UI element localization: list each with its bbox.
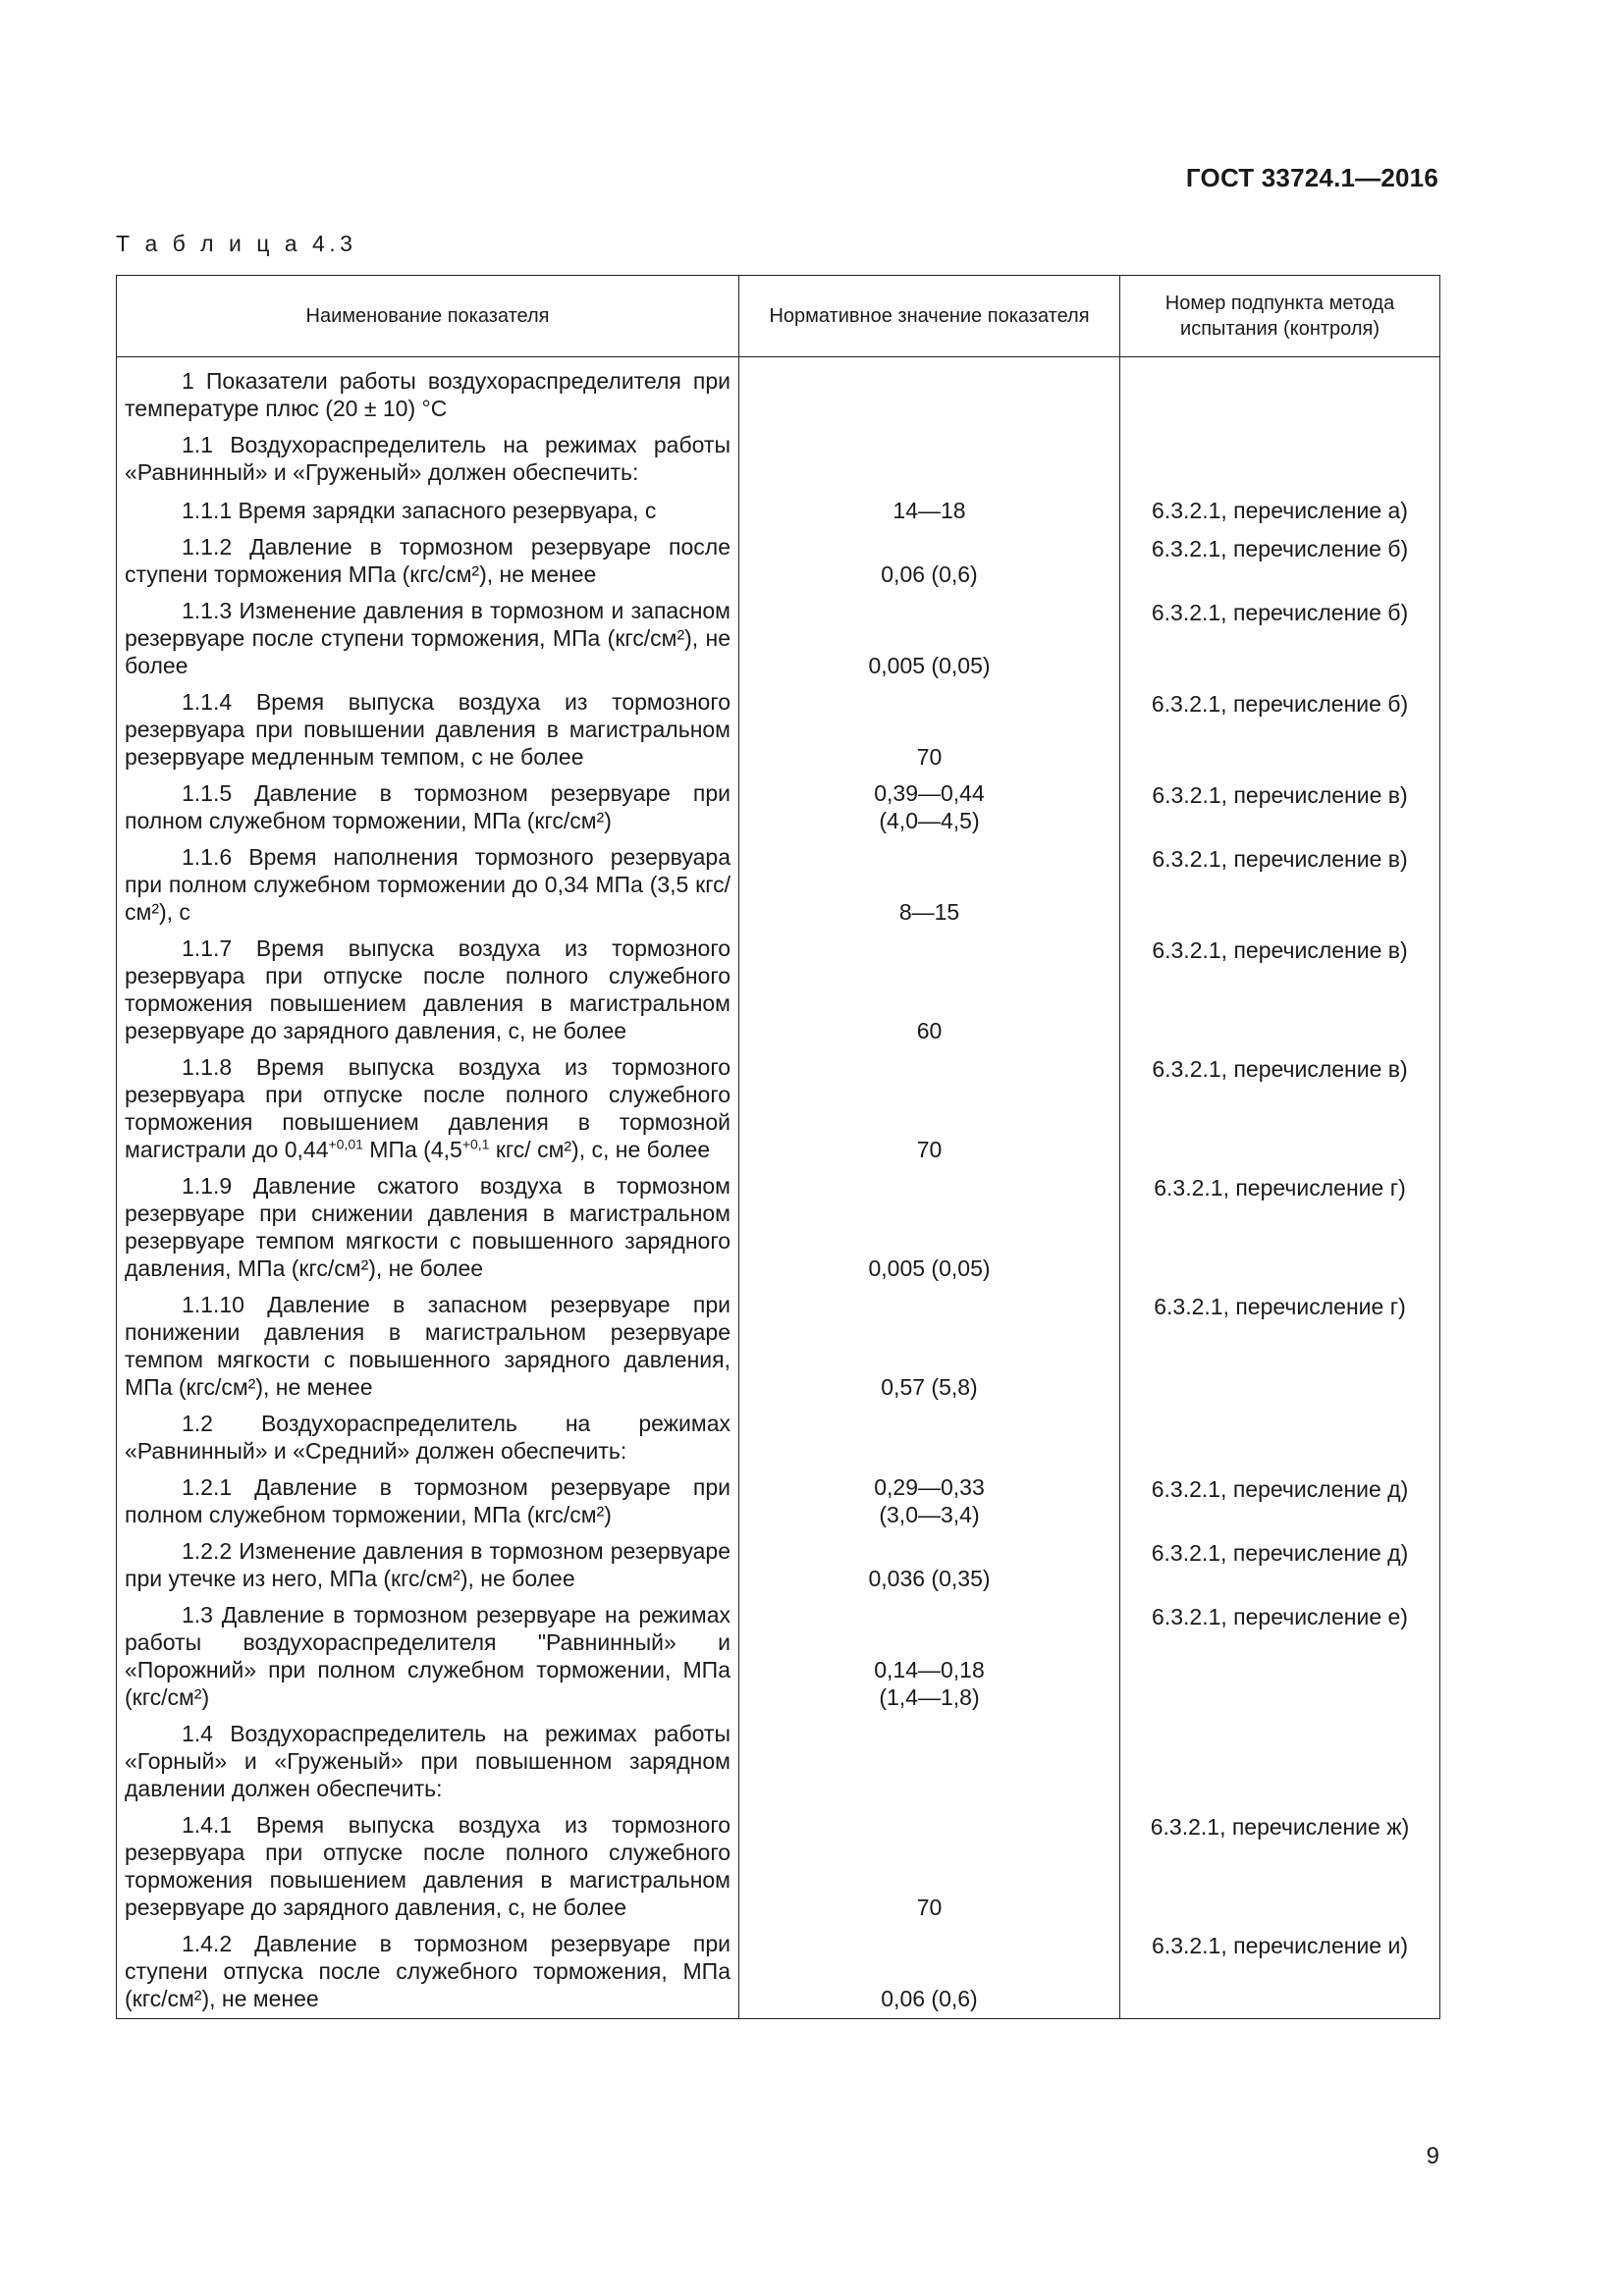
row-method: 6.3.2.1, перечисление а)	[1120, 489, 1440, 527]
row-value: 0,57 (5,8)	[739, 1285, 1120, 1404]
row-value	[739, 357, 1120, 426]
row-value	[739, 1595, 1120, 1714]
tolerance-superscript: +0,1	[461, 1136, 490, 1152]
table-caption: Т а б л и ц а 4.3	[116, 231, 357, 256]
value-line-1: 0,39—0,44	[874, 780, 985, 806]
row-name: 1.1.4 Время выпуска воздуха из тормозного резервуара при повышении давления в магистральном резервуаре медленным темпом, с не более	[117, 682, 739, 774]
row-value	[739, 1714, 1120, 1805]
table-row	[117, 1166, 1440, 1285]
row-method: 6.3.2.1, перечисление б)	[1120, 682, 1440, 774]
row-value: 14—18	[739, 489, 1120, 527]
specification-table	[116, 275, 1440, 2019]
row-value	[739, 774, 1120, 837]
row-value	[739, 1468, 1120, 1531]
table-row	[117, 425, 1440, 489]
row-name: 1.1.6 Время наполнения тормозного резервуара при полном служебном торможении до 0,34 МПа (3,5 кгс/см²), с	[117, 837, 739, 929]
row-name: 1.2.2 Изменение давления в тормозном резервуаре при утечке из него, МПа (кгс/см²), не более	[117, 1531, 739, 1595]
row-method: 6.3.2.1, перечисление б)	[1120, 527, 1440, 591]
row-name: 1.2.1 Давление в тормозном резервуаре при полном служебном торможении, МПа (кгс/см²)	[117, 1468, 739, 1531]
row-value: 60	[739, 929, 1120, 1047]
row-name: 1.4.1 Время выпуска воздуха из тормозного резервуара при отпуске после полного служебного торможения повышением давления в магистральном резервуаре до зарядного давления, с, не более	[117, 1805, 739, 1924]
table-row	[117, 1285, 1440, 1404]
table-row	[117, 682, 1440, 774]
row-name: 1.4 Воздухораспределитель на режимах работы «Горный» и «Груженый» при повышенном зарядном давлении должен обеспечить:	[117, 1714, 739, 1805]
table-header-row	[117, 276, 1440, 357]
row-method: 6.3.2.1, перечисление и)	[1120, 1924, 1440, 2019]
row-method: 6.3.2.1, перечисление д)	[1120, 1468, 1440, 1531]
table-row	[117, 1805, 1440, 1924]
row-value: 0,06 (0,6)	[739, 527, 1120, 591]
table-row	[117, 1468, 1440, 1531]
row-method	[1120, 425, 1440, 489]
row-method: 6.3.2.1, перечисление г)	[1120, 1166, 1440, 1285]
row-name: 1 Показатели работы воздухораспределителя при температуре плюс (20 ± 10) °С	[117, 357, 739, 426]
row-name: 1.3 Давление в тормозном резервуаре на режимах работы воздухораспределителя "Равнинный» и «Порожний» при полном служебном торможении, МПа (кгс/см²)	[117, 1595, 739, 1714]
row-method: 6.3.2.1, перечисление в)	[1120, 774, 1440, 837]
row-name-part: кгс/ см²), с, не более	[489, 1137, 711, 1162]
value-line-1: 0,14—0,18	[874, 1657, 985, 1682]
value-line-2: (4,0—4,5)	[879, 808, 980, 833]
row-name: 1.1.9 Давление сжатого воздуха в тормозном резервуаре при снижении давления в магистральном резервуаре темпом мягкости с повышенного зарядного давления, МПа (кгс/см²), не более	[117, 1166, 739, 1285]
row-method: 6.3.2.1, перечисление в)	[1120, 837, 1440, 929]
row-value: 70	[739, 682, 1120, 774]
table-row	[117, 1531, 1440, 1595]
row-name-part: 1.1.8 Время выпуска воздуха из тормозного резервуара при отпуске после полного служебного торможения повышением давления в тормозной магистрали до 0,44	[125, 1054, 730, 1162]
row-value: 8—15	[739, 837, 1120, 929]
row-name: 1.2 Воздухораспределитель на режимах «Равнинный» и «Средний» должен обеспечить:	[117, 1404, 739, 1468]
row-value: 70	[739, 1805, 1120, 1924]
table-row	[117, 489, 1440, 527]
row-method	[1120, 1714, 1440, 1805]
row-method: 6.3.2.1, перечисление б)	[1120, 591, 1440, 682]
row-method: 6.3.2.1, перечисление в)	[1120, 929, 1440, 1047]
page-number: 9	[1426, 2143, 1439, 2169]
column-header-method: Номер подпункта метода испытания (контроля)	[1120, 276, 1440, 357]
row-value: 0,06 (0,6)	[739, 1924, 1120, 2019]
standard-header: ГОСТ 33724.1—2016	[1185, 163, 1438, 192]
row-method	[1120, 1404, 1440, 1468]
table-row	[117, 527, 1440, 591]
row-name: 1.4.2 Давление в тормозном резервуаре при ступени отпуска после служебного торможения, МПа (кгс/см²), не менее	[117, 1924, 739, 2019]
row-method: 6.3.2.1, перечисление е)	[1120, 1595, 1440, 1714]
column-header-value: Нормативное значение показателя	[739, 276, 1120, 357]
row-value: 70	[739, 1047, 1120, 1166]
row-value: 0,005 (0,05)	[739, 1166, 1120, 1285]
row-name: 1.1.1 Время зарядки запасного резервуара, с	[117, 489, 739, 527]
row-value: 0,036 (0,35)	[739, 1531, 1120, 1595]
tolerance-superscript: +0,01	[328, 1136, 363, 1152]
table-row	[117, 1714, 1440, 1805]
table-row	[117, 1047, 1440, 1166]
table-row	[117, 1595, 1440, 1714]
table-row	[117, 591, 1440, 682]
row-method	[1120, 357, 1440, 426]
row-name	[117, 1047, 739, 1166]
row-value	[739, 425, 1120, 489]
value-line-2: (3,0—3,4)	[879, 1502, 980, 1527]
row-method: 6.3.2.1, перечисление д)	[1120, 1531, 1440, 1595]
row-name: 1.1.3 Изменение давления в тормозном и запасном резервуаре после ступени торможения, МПа (кгс/см²), не более	[117, 591, 739, 682]
table-row	[117, 1924, 1440, 2019]
row-name: 1.1.5 Давление в тормозном резервуаре при полном служебном торможении, МПа (кгс/см²)	[117, 774, 739, 837]
row-value: 0,005 (0,05)	[739, 591, 1120, 682]
row-name: 1.1.10 Давление в запасном резервуаре при понижении давления в магистральном резервуаре темпом мягкости с повышенного зарядного давления, МПа (кгс/см²), не менее	[117, 1285, 739, 1404]
row-value	[739, 1404, 1120, 1468]
table-row	[117, 1404, 1440, 1468]
row-method: 6.3.2.1, перечисление в)	[1120, 1047, 1440, 1166]
row-name: 1.1.7 Время выпуска воздуха из тормозного резервуара при отпуске после полного служебного торможения повышением давления в магистральном резервуаре до зарядного давления, с, не более	[117, 929, 739, 1047]
value-line-1: 0,29—0,33	[874, 1474, 985, 1500]
table-row	[117, 774, 1440, 837]
row-method: 6.3.2.1, перечисление ж)	[1120, 1805, 1440, 1924]
row-name: 1.1.2 Давление в тормозном резервуаре после ступени торможения МПа (кгс/см²), не менее	[117, 527, 739, 591]
row-name-part: МПа (4,5	[362, 1137, 462, 1162]
value-line-2: (1,4—1,8)	[879, 1684, 980, 1710]
table-row	[117, 837, 1440, 929]
row-method: 6.3.2.1, перечисление г)	[1120, 1285, 1440, 1404]
column-header-name: Наименование показателя	[117, 276, 739, 357]
row-name: 1.1 Воздухораспределитель на режимах работы «Равнинный» и «Груженый» должен обеспечить:	[117, 425, 739, 489]
table-row	[117, 357, 1440, 426]
table-row	[117, 929, 1440, 1047]
